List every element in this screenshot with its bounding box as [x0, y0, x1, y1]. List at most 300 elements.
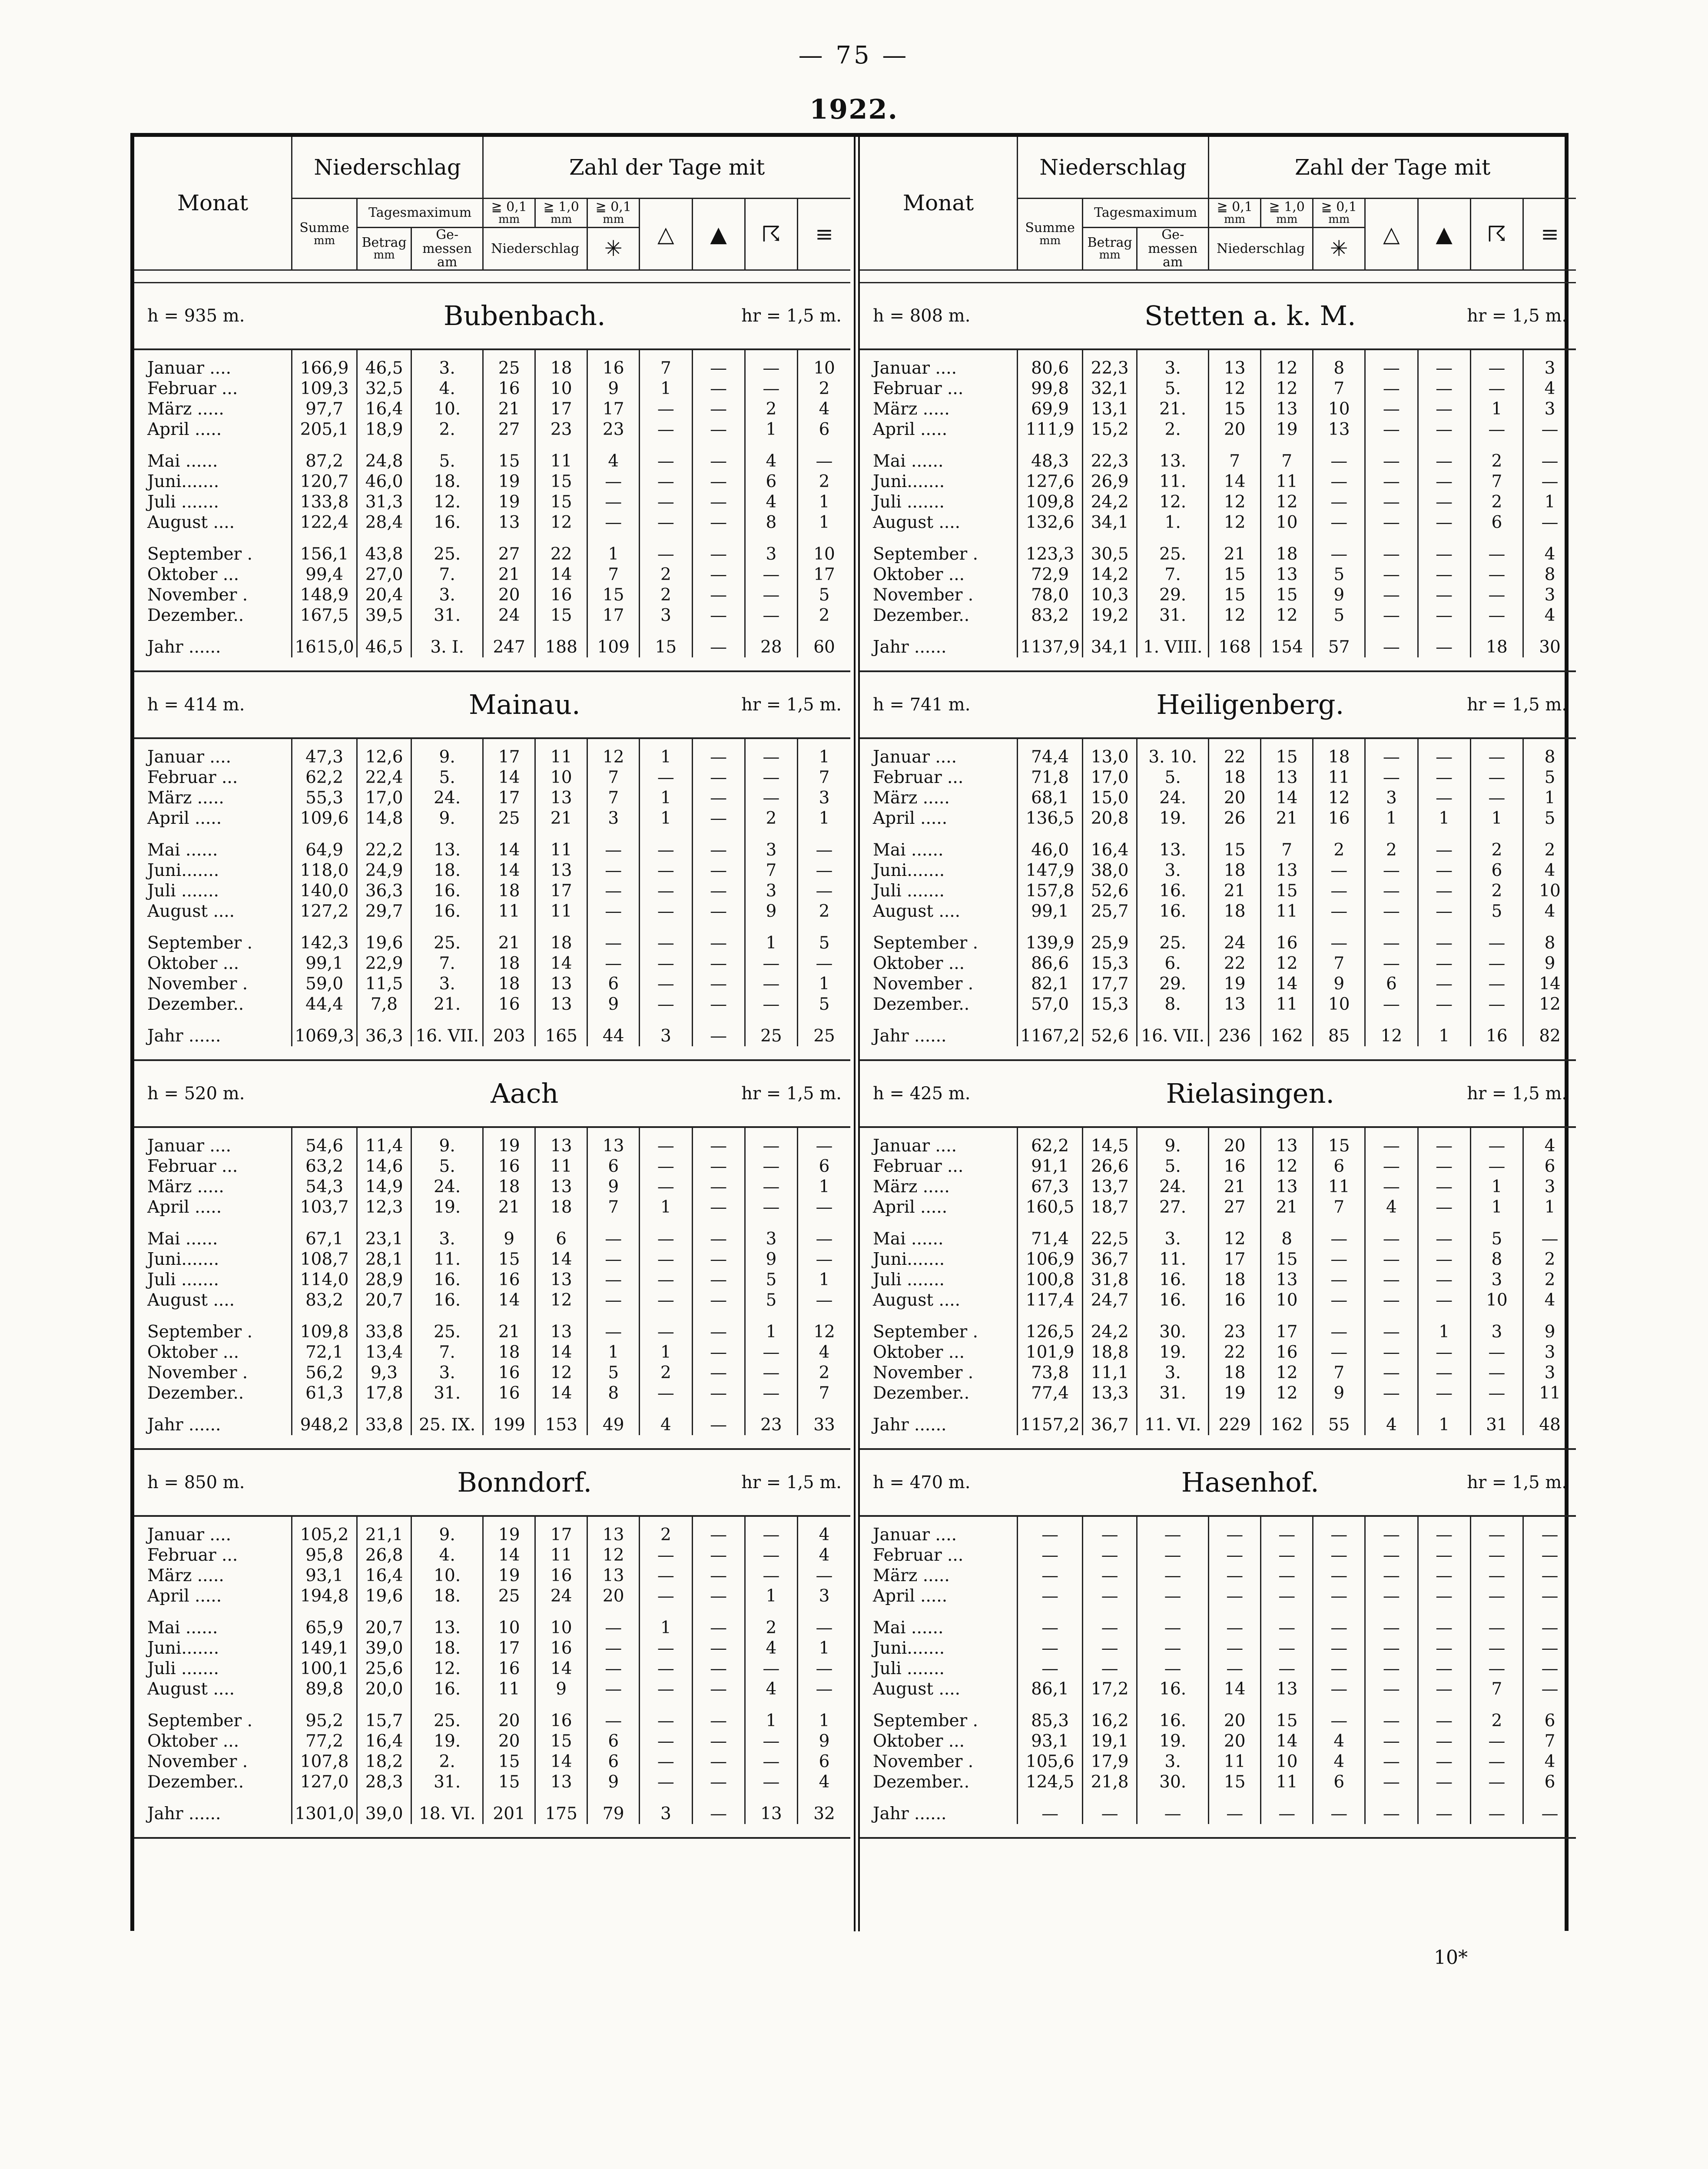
month-label: Januar ....: [860, 1525, 1018, 1545]
table-cell: 10: [1261, 1751, 1313, 1772]
table-cell: —: [692, 1229, 745, 1249]
table-cell: 24: [1209, 933, 1261, 953]
table-cell: 48: [1539, 1415, 1561, 1435]
table-cell: 22,5: [1083, 1229, 1137, 1249]
table-row: [860, 1751, 1576, 1772]
table-cell: 13: [745, 1804, 797, 1824]
table-cell: 67,3: [1018, 1177, 1083, 1197]
table-header: [134, 137, 850, 270]
month-label: Januar ....: [860, 358, 1018, 378]
table-cell: —: [1209, 1618, 1261, 1638]
table-cell: 47,3: [292, 747, 357, 767]
table-cell: —: [587, 840, 640, 860]
table-cell: 18: [1470, 637, 1523, 657]
table-cell: 18.: [411, 860, 483, 881]
table-cell: 83,2: [1018, 605, 1083, 626]
month-label: Jahr ......: [134, 637, 292, 657]
table-cell: 8.: [1137, 994, 1209, 1015]
month-label: Jahr ......: [134, 1804, 292, 1824]
table-cell: 9: [745, 901, 797, 922]
table-cell: —: [1418, 637, 1470, 657]
table-cell: 7: [1261, 840, 1313, 860]
table-cell: —: [745, 1197, 797, 1217]
table-cell: 7: [1313, 378, 1365, 399]
table-cell: 1: [819, 1177, 830, 1197]
table-row: [860, 1525, 1576, 1545]
table-cell: 13: [535, 1136, 587, 1156]
table-cell: 16: [483, 1383, 535, 1403]
table-cell: 15: [1209, 840, 1261, 860]
table-cell: —: [692, 1342, 745, 1363]
table-cell: 18: [483, 881, 535, 901]
table-cell: 3: [640, 1026, 692, 1046]
table-cell: 12.: [1137, 492, 1209, 512]
table-cell: —: [1470, 1658, 1523, 1679]
table-cell: —: [587, 881, 640, 901]
table-cell: 21: [483, 399, 535, 419]
table-cell: 30.: [1137, 1772, 1209, 1792]
table-cell: —: [692, 767, 745, 788]
table-cell: —: [745, 767, 797, 788]
table-cell: —: [1418, 767, 1470, 788]
table-cell: —: [692, 585, 745, 605]
table-cell: —: [745, 605, 797, 626]
table-cell: 31.: [411, 605, 483, 626]
table-cell: 14: [483, 860, 535, 881]
table-row: [860, 1197, 1576, 1217]
table-cell: 7: [1313, 1197, 1365, 1217]
table-cell: 24.: [1137, 788, 1209, 808]
table-cell: 4: [819, 1772, 830, 1792]
station-height: h = 741 m.: [860, 671, 1083, 738]
table-row: [134, 1229, 850, 1249]
table-cell: —: [1365, 1638, 1418, 1658]
table-cell: 3.: [411, 1363, 483, 1383]
table-row: [134, 1363, 850, 1383]
table-cell: 4: [1544, 1290, 1555, 1310]
table-cell: 44: [587, 1026, 640, 1046]
table-cell: —: [1470, 1545, 1523, 1565]
table-cell: 100,8: [1018, 1270, 1083, 1290]
table-cell: 18: [483, 1342, 535, 1363]
table-row: [860, 933, 1576, 953]
table-cell: 1: [640, 788, 692, 808]
table-cell: 12: [1261, 605, 1313, 626]
table-cell: —: [692, 1545, 745, 1565]
table-cell: —: [587, 1322, 640, 1342]
month-label: Dezember..: [860, 605, 1018, 626]
table-row: [134, 1156, 850, 1177]
table-cell: —: [1209, 1638, 1261, 1658]
table-cell: —: [1083, 1545, 1137, 1565]
month-label: Jahr ......: [860, 1804, 1018, 1824]
table-cell: 19: [483, 1565, 535, 1586]
table-cell: —: [1313, 471, 1365, 492]
table-cell: —: [1418, 881, 1470, 901]
table-row: [134, 1249, 850, 1270]
table-cell: 13: [1261, 399, 1313, 419]
table-cell: 87,2: [292, 451, 357, 471]
table-cell: —: [692, 933, 745, 953]
table-row: [134, 471, 850, 492]
table-cell: 13: [483, 512, 535, 533]
table-cell: 5.: [411, 767, 483, 788]
month-label: Jahr ......: [860, 1026, 1018, 1046]
table-cell: 194,8: [292, 1586, 357, 1606]
table-cell: 3: [1544, 358, 1555, 378]
table-cell: 2: [1470, 840, 1523, 860]
table-cell: 7: [587, 767, 640, 788]
table-row: [134, 605, 850, 626]
month-label: Februar ...: [134, 1545, 292, 1565]
table-cell: 6.: [1137, 953, 1209, 974]
table-cell: 16: [535, 1638, 587, 1658]
table-cell: 17: [813, 564, 835, 584]
table-cell: 2: [1470, 1711, 1523, 1731]
table-cell: 16: [483, 1658, 535, 1679]
table-cell: 1: [1418, 1415, 1470, 1435]
table-cell: 9: [535, 1679, 587, 1699]
table-cell: 17: [483, 788, 535, 808]
table-cell: 2: [745, 399, 797, 419]
table-cell: 21: [1209, 544, 1261, 564]
table-cell: —: [1470, 767, 1523, 788]
table-cell: 1: [1544, 1197, 1555, 1217]
table-cell: —: [745, 1658, 797, 1679]
table-cell: 15: [1261, 747, 1313, 767]
table-row: [860, 419, 1576, 440]
table-cell: —: [1365, 637, 1418, 657]
table-cell: 12: [1209, 1229, 1261, 1249]
table-row: [134, 1638, 850, 1658]
table-cell: 7: [1544, 1731, 1555, 1751]
month-label: März .....: [134, 1565, 292, 1586]
table-cell: 18: [1261, 544, 1313, 564]
snow-icon: ✳: [587, 228, 640, 270]
table-cell: —: [745, 1565, 797, 1586]
table-cell: —: [816, 840, 833, 860]
table-cell: —: [1470, 747, 1523, 767]
table-cell: 9: [587, 1772, 640, 1792]
table-cell: 99,1: [1018, 901, 1083, 922]
station-height: h = 850 m.: [134, 1449, 357, 1516]
table-cell: 100,1: [292, 1658, 357, 1679]
table-cell: 11: [483, 901, 535, 922]
table-cell: —: [1313, 1658, 1365, 1679]
table-cell: 85: [1313, 1026, 1365, 1046]
table-cell: 11.: [1137, 471, 1209, 492]
table-row: [134, 1565, 850, 1586]
table-row: [860, 512, 1576, 533]
table-cell: 11: [1261, 471, 1313, 492]
table-cell: 109,6: [292, 808, 357, 829]
table-cell: —: [745, 788, 797, 808]
year-total-row: [134, 637, 850, 657]
table-cell: —: [1365, 1229, 1418, 1249]
month-label: Jahr ......: [134, 1026, 292, 1046]
station-gauge-height: hr = 1,5 m.: [692, 1449, 850, 1516]
table-cell: 20: [587, 1586, 640, 1606]
header-tagesmax: Tagesmaximum: [1083, 199, 1209, 228]
table-cell: —: [692, 637, 745, 657]
table-cell: 99,8: [1018, 378, 1083, 399]
table-cell: 13: [1261, 767, 1313, 788]
table-cell: 8: [745, 512, 797, 533]
table-cell: 127,6: [1018, 471, 1083, 492]
table-cell: —: [692, 974, 745, 994]
header-zahl: Zahl der Tage mit: [1209, 137, 1576, 199]
table-cell: 14: [535, 564, 587, 585]
table-cell: 118,0: [292, 860, 357, 881]
table-cell: 14: [1261, 974, 1313, 994]
table-cell: 25.: [411, 544, 483, 564]
table-cell: —: [692, 471, 745, 492]
header-betrag-unit: mm: [373, 249, 395, 262]
header-betrag-unit: mm: [1099, 249, 1121, 262]
table-cell: —: [745, 974, 797, 994]
table-cell: 3: [640, 1804, 692, 1824]
table-cell: 30,5: [1083, 544, 1137, 564]
table-cell: 1: [587, 1342, 640, 1363]
table-cell: 203: [483, 1026, 535, 1046]
header-ge10-unit: mm: [1276, 213, 1298, 226]
header-ge01: [1209, 199, 1261, 228]
table-cell: —: [1365, 1711, 1418, 1731]
table-cell: —: [1209, 1658, 1261, 1679]
month-label: August ....: [134, 512, 292, 533]
table-cell: 3: [819, 1586, 830, 1606]
table-cell: —: [1365, 1342, 1418, 1363]
table-cell: 23,1: [357, 1229, 411, 1249]
table-cell: —: [1365, 1679, 1418, 1699]
table-cell: 20: [483, 1711, 535, 1731]
table-cell: —: [1365, 471, 1418, 492]
table-cell: 13: [1209, 358, 1261, 378]
table-cell: 3.: [411, 585, 483, 605]
table-cell: —: [587, 901, 640, 922]
table-cell: —: [587, 1249, 640, 1270]
header-ge01-snow-unit: mm: [1328, 213, 1350, 226]
table-cell: 28,4: [357, 512, 411, 533]
table-cell: 39,0: [357, 1638, 411, 1658]
table-row: [860, 840, 1576, 860]
table-cell: 77,2: [292, 1731, 357, 1751]
table-row: [134, 1270, 850, 1290]
month-label: April .....: [134, 808, 292, 829]
table-cell: 1: [745, 1322, 797, 1342]
table-cell: 1069,3: [292, 1026, 357, 1046]
table-cell: 15: [535, 492, 587, 512]
table-cell: 16.: [411, 1290, 483, 1310]
table-cell: 9: [1313, 585, 1365, 605]
table-cell: —: [1418, 840, 1470, 860]
table-cell: —: [1541, 1638, 1559, 1658]
table-cell: 1: [1544, 492, 1555, 512]
table-cell: 4: [745, 1679, 797, 1699]
table-cell: 13: [1209, 994, 1261, 1015]
table-cell: 11: [535, 747, 587, 767]
table-cell: 122,4: [292, 512, 357, 533]
table-cell: 4: [1544, 901, 1555, 921]
table-cell: —: [1137, 1586, 1209, 1606]
table-cell: —: [1018, 1804, 1083, 1824]
table-cell: 18: [1209, 767, 1261, 788]
table-cell: 22: [1209, 1342, 1261, 1363]
table-cell: 16: [587, 358, 640, 378]
table-cell: —: [640, 1711, 692, 1731]
table-cell: —: [1365, 1545, 1418, 1565]
table-row: [860, 471, 1576, 492]
table-row: [860, 399, 1576, 419]
table-cell: 13: [535, 1177, 587, 1197]
table-cell: —: [1313, 1249, 1365, 1270]
table-cell: —: [640, 840, 692, 860]
table-row: [860, 1565, 1576, 1586]
table-cell: 4: [819, 1525, 830, 1545]
table-cell: 72,9: [1018, 564, 1083, 585]
table-cell: —: [587, 1229, 640, 1249]
month-label: September .: [860, 1711, 1018, 1731]
table-cell: 11: [1261, 1772, 1313, 1792]
table-cell: —: [1365, 585, 1418, 605]
table-cell: —: [1018, 1565, 1083, 1586]
table-cell: 62,2: [1018, 1136, 1083, 1156]
table-cell: 19,2: [1083, 605, 1137, 626]
table-cell: 82: [1539, 1026, 1561, 1046]
header-ge10-unit: mm: [551, 213, 572, 226]
table-cell: 9: [745, 1249, 797, 1270]
table-cell: 162: [1261, 1026, 1313, 1046]
table-cell: —: [1365, 1322, 1418, 1342]
month-label: Dezember..: [860, 1772, 1018, 1792]
station-header: [860, 282, 1576, 349]
month-label: Juni.......: [134, 471, 292, 492]
table-cell: —: [745, 378, 797, 399]
table-cell: 86,6: [1018, 953, 1083, 974]
table-cell: 24,8: [357, 451, 411, 471]
table-cell: 105,6: [1018, 1751, 1083, 1772]
table-cell: 25: [483, 358, 535, 378]
table-cell: 10: [535, 1618, 587, 1638]
table-cell: 12: [1539, 994, 1561, 1014]
table-cell: —: [692, 1731, 745, 1751]
month-label: März .....: [860, 788, 1018, 808]
month-label: Juli .......: [860, 1658, 1018, 1679]
table-cell: —: [1541, 1804, 1559, 1824]
table-cell: 5: [745, 1270, 797, 1290]
table-cell: 3: [640, 605, 692, 626]
table-cell: 36,7: [1083, 1415, 1137, 1435]
month-label: Mai ......: [134, 1618, 292, 1638]
table-cell: 15: [1209, 564, 1261, 585]
table-cell: —: [1261, 1525, 1313, 1545]
table-cell: 3: [587, 808, 640, 829]
month-label: Juli .......: [860, 492, 1018, 512]
table-cell: 5.: [1137, 378, 1209, 399]
table-cell: 109,8: [292, 1322, 357, 1342]
table-cell: 7: [1313, 1363, 1365, 1383]
table-cell: —: [1261, 1638, 1313, 1658]
table-cell: 27,0: [357, 564, 411, 585]
header-summe-unit: mm: [1039, 234, 1061, 247]
table-cell: 13: [587, 1565, 640, 1586]
table-cell: 15,0: [1083, 788, 1137, 808]
table-cell: 7: [587, 1197, 640, 1217]
table-cell: —: [745, 1363, 797, 1383]
table-cell: —: [1470, 1586, 1523, 1606]
header-ge01-snow-label: ≧ 0,1: [1321, 199, 1357, 215]
table-cell: 5: [745, 1290, 797, 1310]
table-cell: —: [1470, 419, 1523, 440]
header-gemessen: Ge-messen am: [411, 228, 483, 270]
table-cell: 9.: [411, 1136, 483, 1156]
table-cell: 136,5: [1018, 808, 1083, 829]
table-cell: —: [692, 1290, 745, 1310]
table-cell: —: [640, 492, 692, 512]
center-divider: [854, 137, 860, 1931]
month-label: September .: [134, 1322, 292, 1342]
header-summe: [1018, 199, 1083, 270]
table-cell: 95,8: [292, 1545, 357, 1565]
month-label: November .: [134, 1751, 292, 1772]
table-cell: 97,7: [292, 399, 357, 419]
table-cell: —: [1137, 1658, 1209, 1679]
table-cell: 22: [1209, 953, 1261, 974]
table-cell: 18.: [411, 1586, 483, 1606]
table-cell: 15: [1209, 585, 1261, 605]
table-cell: 23: [745, 1415, 797, 1435]
table-cell: —: [640, 1156, 692, 1177]
table-cell: 12.: [411, 1658, 483, 1679]
table-cell: —: [1470, 1565, 1523, 1586]
month-label: Februar ...: [134, 1156, 292, 1177]
table-cell: —: [692, 1270, 745, 1290]
table-cell: 1: [745, 419, 797, 440]
table-cell: 23: [535, 419, 587, 440]
table-row: [860, 953, 1576, 974]
table-cell: —: [1313, 1586, 1365, 1606]
table-cell: —: [1018, 1586, 1083, 1606]
table-cell: 1: [1418, 808, 1470, 829]
table-cell: 18: [535, 933, 587, 953]
table-cell: 1137,9: [1018, 637, 1083, 657]
table-cell: 24,2: [1083, 1322, 1137, 1342]
table-cell: —: [587, 471, 640, 492]
table-cell: 31.: [1137, 1383, 1209, 1403]
table-cell: —: [692, 1177, 745, 1197]
month-label: August ....: [860, 901, 1018, 922]
table-cell: 9,3: [357, 1363, 411, 1383]
table-row: [134, 808, 850, 829]
table-cell: —: [745, 1177, 797, 1197]
table-cell: —: [1313, 1618, 1365, 1638]
table-cell: 16,4: [357, 399, 411, 419]
table-cell: 1301,0: [292, 1804, 357, 1824]
table-row: [134, 1383, 850, 1403]
table-cell: —: [1418, 1249, 1470, 1270]
table-row: [134, 419, 850, 440]
table-cell: —: [816, 451, 833, 471]
table-row: [134, 1177, 850, 1197]
header-ge10-label: ≧ 1,0: [1269, 199, 1305, 215]
table-cell: 99,1: [292, 953, 357, 974]
header-ge01-snow: [587, 199, 640, 228]
table-cell: 16.: [1137, 881, 1209, 901]
table-cell: 18: [1313, 747, 1365, 767]
table-cell: 13: [587, 1525, 640, 1545]
table-cell: 156,1: [292, 544, 357, 564]
month-label: Dezember..: [860, 994, 1018, 1015]
